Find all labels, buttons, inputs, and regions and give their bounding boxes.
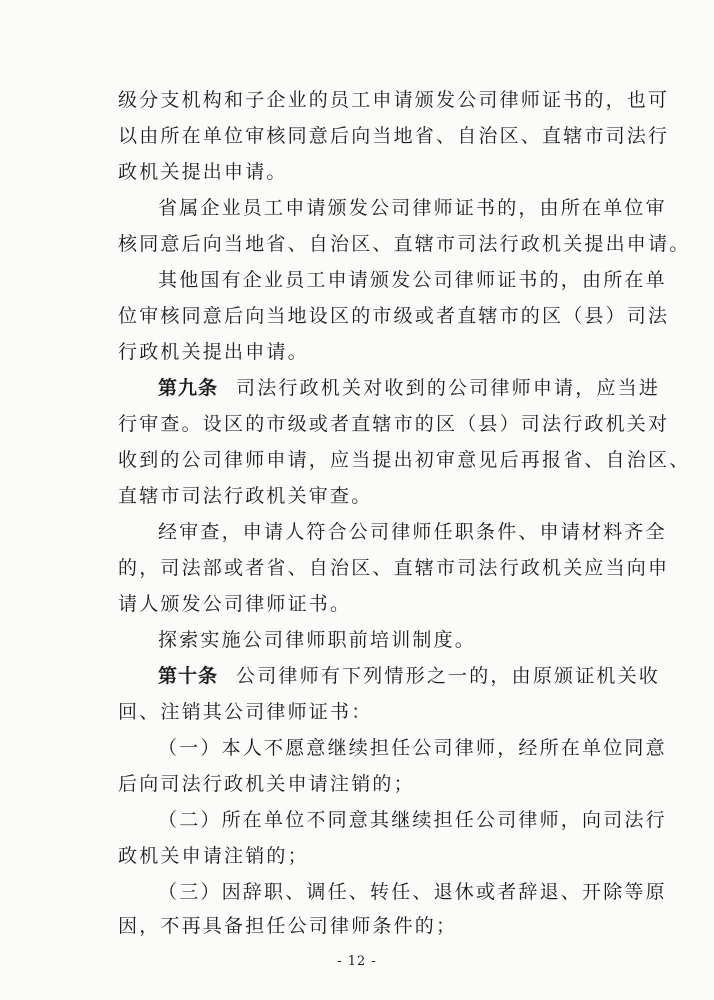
article-9-line	[158, 376, 660, 400]
text-line: 核同意后向当地省、自治区、直辖市司法行政机关提出申请。	[118, 233, 691, 255]
text-line: （一）本人不愿意继续担任公司律师，经所在单位同意	[158, 737, 667, 759]
text-line: 直辖市司法行政机关审查。	[118, 485, 373, 507]
text-line: 经审查，申请人符合公司律师任职条件、申请材料齐全	[158, 521, 667, 543]
text-line: 回、注销其公司律师证书：	[118, 701, 373, 723]
article-10-heading: 第十条	[158, 665, 219, 687]
text-line: 因，不再具备担任公司律师条件的；	[118, 915, 458, 937]
text-line: 以由所在单位审核同意后向当地省、自治区、直辖市司法行	[118, 125, 670, 147]
text-line: 收到的公司律师申请，应当提出初审意见后再报省、自治区、	[118, 449, 691, 471]
text-line: 政机关提出申请。	[118, 161, 288, 183]
text-line: 行政机关提出申请。	[118, 341, 309, 363]
text-line: 省属企业员工申请颁发公司律师证书的，由所在单位审	[158, 197, 667, 219]
text-line: （三）因辞职、调任、转任、退休或者辞退、开除等原	[158, 881, 667, 903]
text-line: 后向司法行政机关申请注销的；	[118, 773, 415, 795]
text-line: 请人颁发公司律师证书。	[118, 593, 352, 615]
article-9-heading: 第九条	[158, 377, 219, 399]
text-line: 探索实施公司律师职前培训制度。	[158, 629, 477, 651]
text-line: 政机关申请注销的；	[118, 845, 309, 867]
page-number: - 12 -	[337, 954, 377, 969]
text-line: （二）所在单位不同意其继续担任公司律师，向司法行	[158, 809, 667, 831]
text-span: 公司律师有下列情形之一的，由原颁证机关收	[236, 665, 661, 687]
text-line: 其他国有企业员工申请颁发公司律师证书的，由所在单	[158, 269, 667, 291]
article-10-line	[158, 664, 660, 688]
text-span: 司法行政机关对收到的公司律师申请，应当进	[236, 377, 661, 399]
text-line: 的，司法部或者省、自治区、直辖市司法行政机关应当向申	[118, 557, 670, 579]
text-line: 位审核同意后向当地设区的市级或者直辖市的区（县）司法	[118, 305, 670, 327]
text-line: 行审查。设区的市级或者直辖市的区（县）司法行政机关对	[118, 413, 670, 435]
text-line: 级分支机构和子企业的员工申请颁发公司律师证书的，也可	[118, 89, 670, 111]
